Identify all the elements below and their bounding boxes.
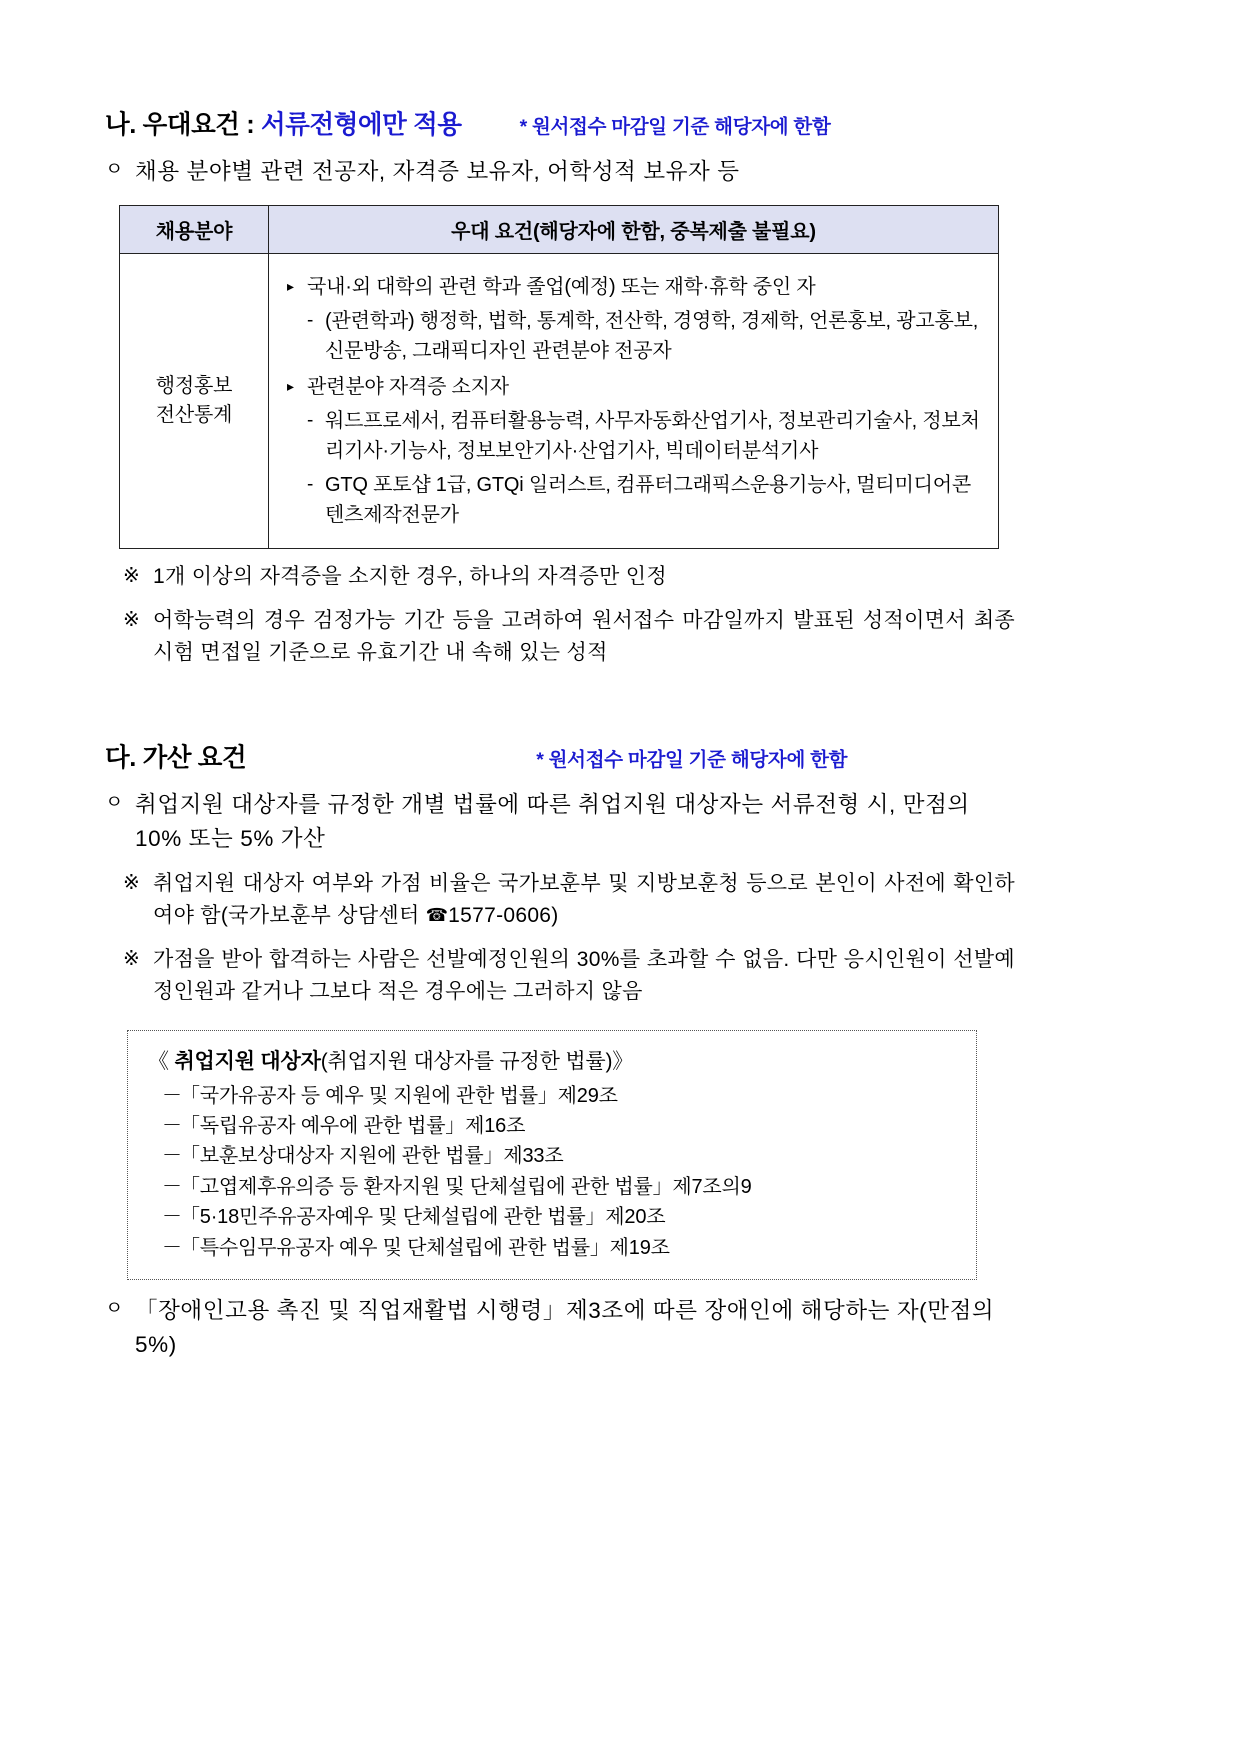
table-row [120, 253, 999, 548]
reference-mark-icon: ※ [123, 947, 141, 970]
triangle-bullet-icon: ▸ [287, 277, 294, 294]
law-title-rest: (취업지원 대상자를 규정한 법률)》 [320, 1049, 634, 1073]
table-header-field: 채용분야 [120, 205, 269, 253]
requirement-text: 국내·외 대학의 관련 학과 졸업(예정) 또는 재학·휴학 중인 자 [307, 275, 816, 298]
section-c-note [123, 944, 1015, 1008]
dash-bullet-icon: - [307, 409, 314, 431]
law-list-item [148, 1111, 956, 1141]
table-cell-field [120, 253, 269, 548]
law-list-item [148, 1081, 956, 1111]
section-b-note-text: 어학능력의 경우 검정가능 기간 등을 고려하여 원서접수 마감일까지 발표된 성적이면서 최종시험 면접일 기준으로 유효기간 내 속해 있는 성적 [153, 608, 1015, 664]
law-item-text: 「독립유공자 예우에 관한 법률」제16조 [180, 1114, 526, 1137]
section-c-final-bullet [105, 1294, 1015, 1362]
law-item-text: 「국가유공자 등 예우 및 지원에 관한 법률」제29조 [180, 1084, 618, 1107]
section-c-heading: 다. 가산 요건 [105, 744, 247, 773]
table-cell-requirements [269, 253, 999, 548]
section-c-bullet [105, 788, 1015, 856]
section-b-note [123, 561, 1015, 593]
section-b-heading-prefix: 나. 우대요건 : [105, 111, 261, 139]
requirement-text: 관련분야 자격증 소지자 [307, 375, 509, 398]
section-b-note [123, 605, 1015, 669]
dash-bullet-icon: - [307, 309, 314, 331]
dash-bullet-icon: － [162, 1114, 182, 1137]
section-c-note-text: 가점을 받아 합격하는 사람은 선발예정인원의 30%를 초과할 수 없음. 다만 응시인원이 선발예정인원과 같거나 그보다 적은 경우에는 그러하지 않음 [153, 947, 1015, 1003]
requirement-text: GTQ 포토샵 1급, GTQi 일러스트, 컴퓨터그래픽스운용기능사, 멀티미디어콘텐츠제작전문가 [325, 473, 971, 526]
law-item-text: 「5·18민주유공자예우 및 단체설립에 관한 법률」제20조 [180, 1206, 666, 1229]
table-header-requirements: 우대 요건(해당자에 한함, 중복제출 불필요) [269, 205, 999, 253]
triangle-bullet-icon: ▸ [287, 377, 294, 394]
requirement-item [287, 470, 986, 530]
section-b-heading [105, 105, 462, 141]
law-list-item [148, 1141, 956, 1171]
section-b-note-text: 1개 이상의 자격증을 소지한 경우, 하나의 자격증만 인정 [153, 564, 667, 588]
section-c-note [123, 868, 1015, 932]
bullet-circle-icon: ㅇ [105, 159, 124, 180]
reference-mark-icon: ※ [123, 564, 141, 587]
reference-mark-icon: ※ [123, 608, 141, 631]
requirement-text: 워드프로세서, 컴퓨터활용능력, 사무자동화산업기사, 정보관리기술사, 정보처리기사·기능사, 정보보안기사·산업기사, 빅데이터분석기사 [325, 409, 980, 462]
reference-mark-icon: ※ [123, 871, 141, 894]
requirement-text: (관련학과) 행정학, 법학, 통계학, 전산학, 경영학, 경제학, 언론홍보, 광고홍보, 신문방송, 그래픽디자인 관련분야 전공자 [325, 309, 979, 362]
law-reference-box [127, 1030, 977, 1280]
requirement-item [287, 306, 986, 366]
law-item-text: 「고엽제후유의증 등 환자지원 및 단체설립에 관한 법률」제7조의9 [180, 1175, 752, 1198]
law-list-item [148, 1233, 956, 1263]
requirement-item [287, 272, 986, 302]
section-b-bullet-text: 채용 분야별 관련 전공자, 자격증 보유자, 어학성적 보유자 등 [135, 159, 740, 184]
bullet-circle-icon: ㅇ [105, 1297, 124, 1319]
law-box-title [148, 1045, 956, 1075]
law-list-item [148, 1202, 956, 1232]
bullet-circle-icon: ㅇ [105, 792, 124, 814]
section-c-heading-row [105, 738, 1015, 774]
field-label-line1: 행정홍보 [155, 374, 233, 397]
section-b-heading-highlight: 서류전형에만 적용 [261, 111, 462, 139]
section-c-note-text [153, 868, 1015, 932]
note-text-after: 1577-0606) [448, 903, 559, 927]
note-text-before: 취업지원 대상자 여부와 가점 비율은 국가보훈부 및 지방보훈청 등으로 본인이 사전에 확인하여야 함(국가보훈부 상담센터 [153, 871, 1015, 927]
table-header-row [120, 205, 999, 253]
law-item-text: 「보훈보상대상자 지원에 관한 법률」제33조 [180, 1145, 564, 1168]
requirement-item [287, 406, 986, 466]
section-c-final-bullet-text: 「장애인고용 촉진 및 직업재활법 시행령」제3조에 따른 장애인에 해당하는 자(만점의 5%) [135, 1297, 995, 1357]
document-content [105, 105, 1015, 1361]
field-label-line2: 전산통계 [155, 403, 233, 426]
dash-bullet-icon: － [162, 1236, 182, 1259]
section-c-heading-note: * 원서접수 마감일 기준 해당자에 한함 [536, 749, 848, 772]
section-spacer [105, 668, 1015, 738]
dash-bullet-icon: － [162, 1084, 182, 1107]
law-title-bold: 취업지원 대상자 [174, 1049, 321, 1073]
section-b-heading-row [105, 105, 1015, 141]
dash-bullet-icon: － [162, 1175, 182, 1198]
section-b-bullet [105, 155, 1015, 189]
dash-bullet-icon: － [162, 1145, 182, 1168]
law-item-text: 「특수임무유공자 예우 및 단체설립에 관한 법률」제19조 [180, 1236, 670, 1259]
law-list-item [148, 1172, 956, 1202]
section-c-bullet-text: 취업지원 대상자를 규정한 개별 법률에 따른 취업지원 대상자는 서류전형 시, 만점의 10% 또는 5% 가산 [135, 792, 970, 852]
section-b-heading-note: * 원서접수 마감일 기준 해당자에 한함 [519, 116, 831, 138]
preference-table [119, 205, 999, 549]
telephone-icon: ☎ [425, 904, 449, 925]
law-title-open: 《 [148, 1049, 175, 1073]
requirement-item [287, 372, 986, 402]
dash-bullet-icon: - [307, 473, 314, 495]
dash-bullet-icon: － [162, 1206, 182, 1229]
